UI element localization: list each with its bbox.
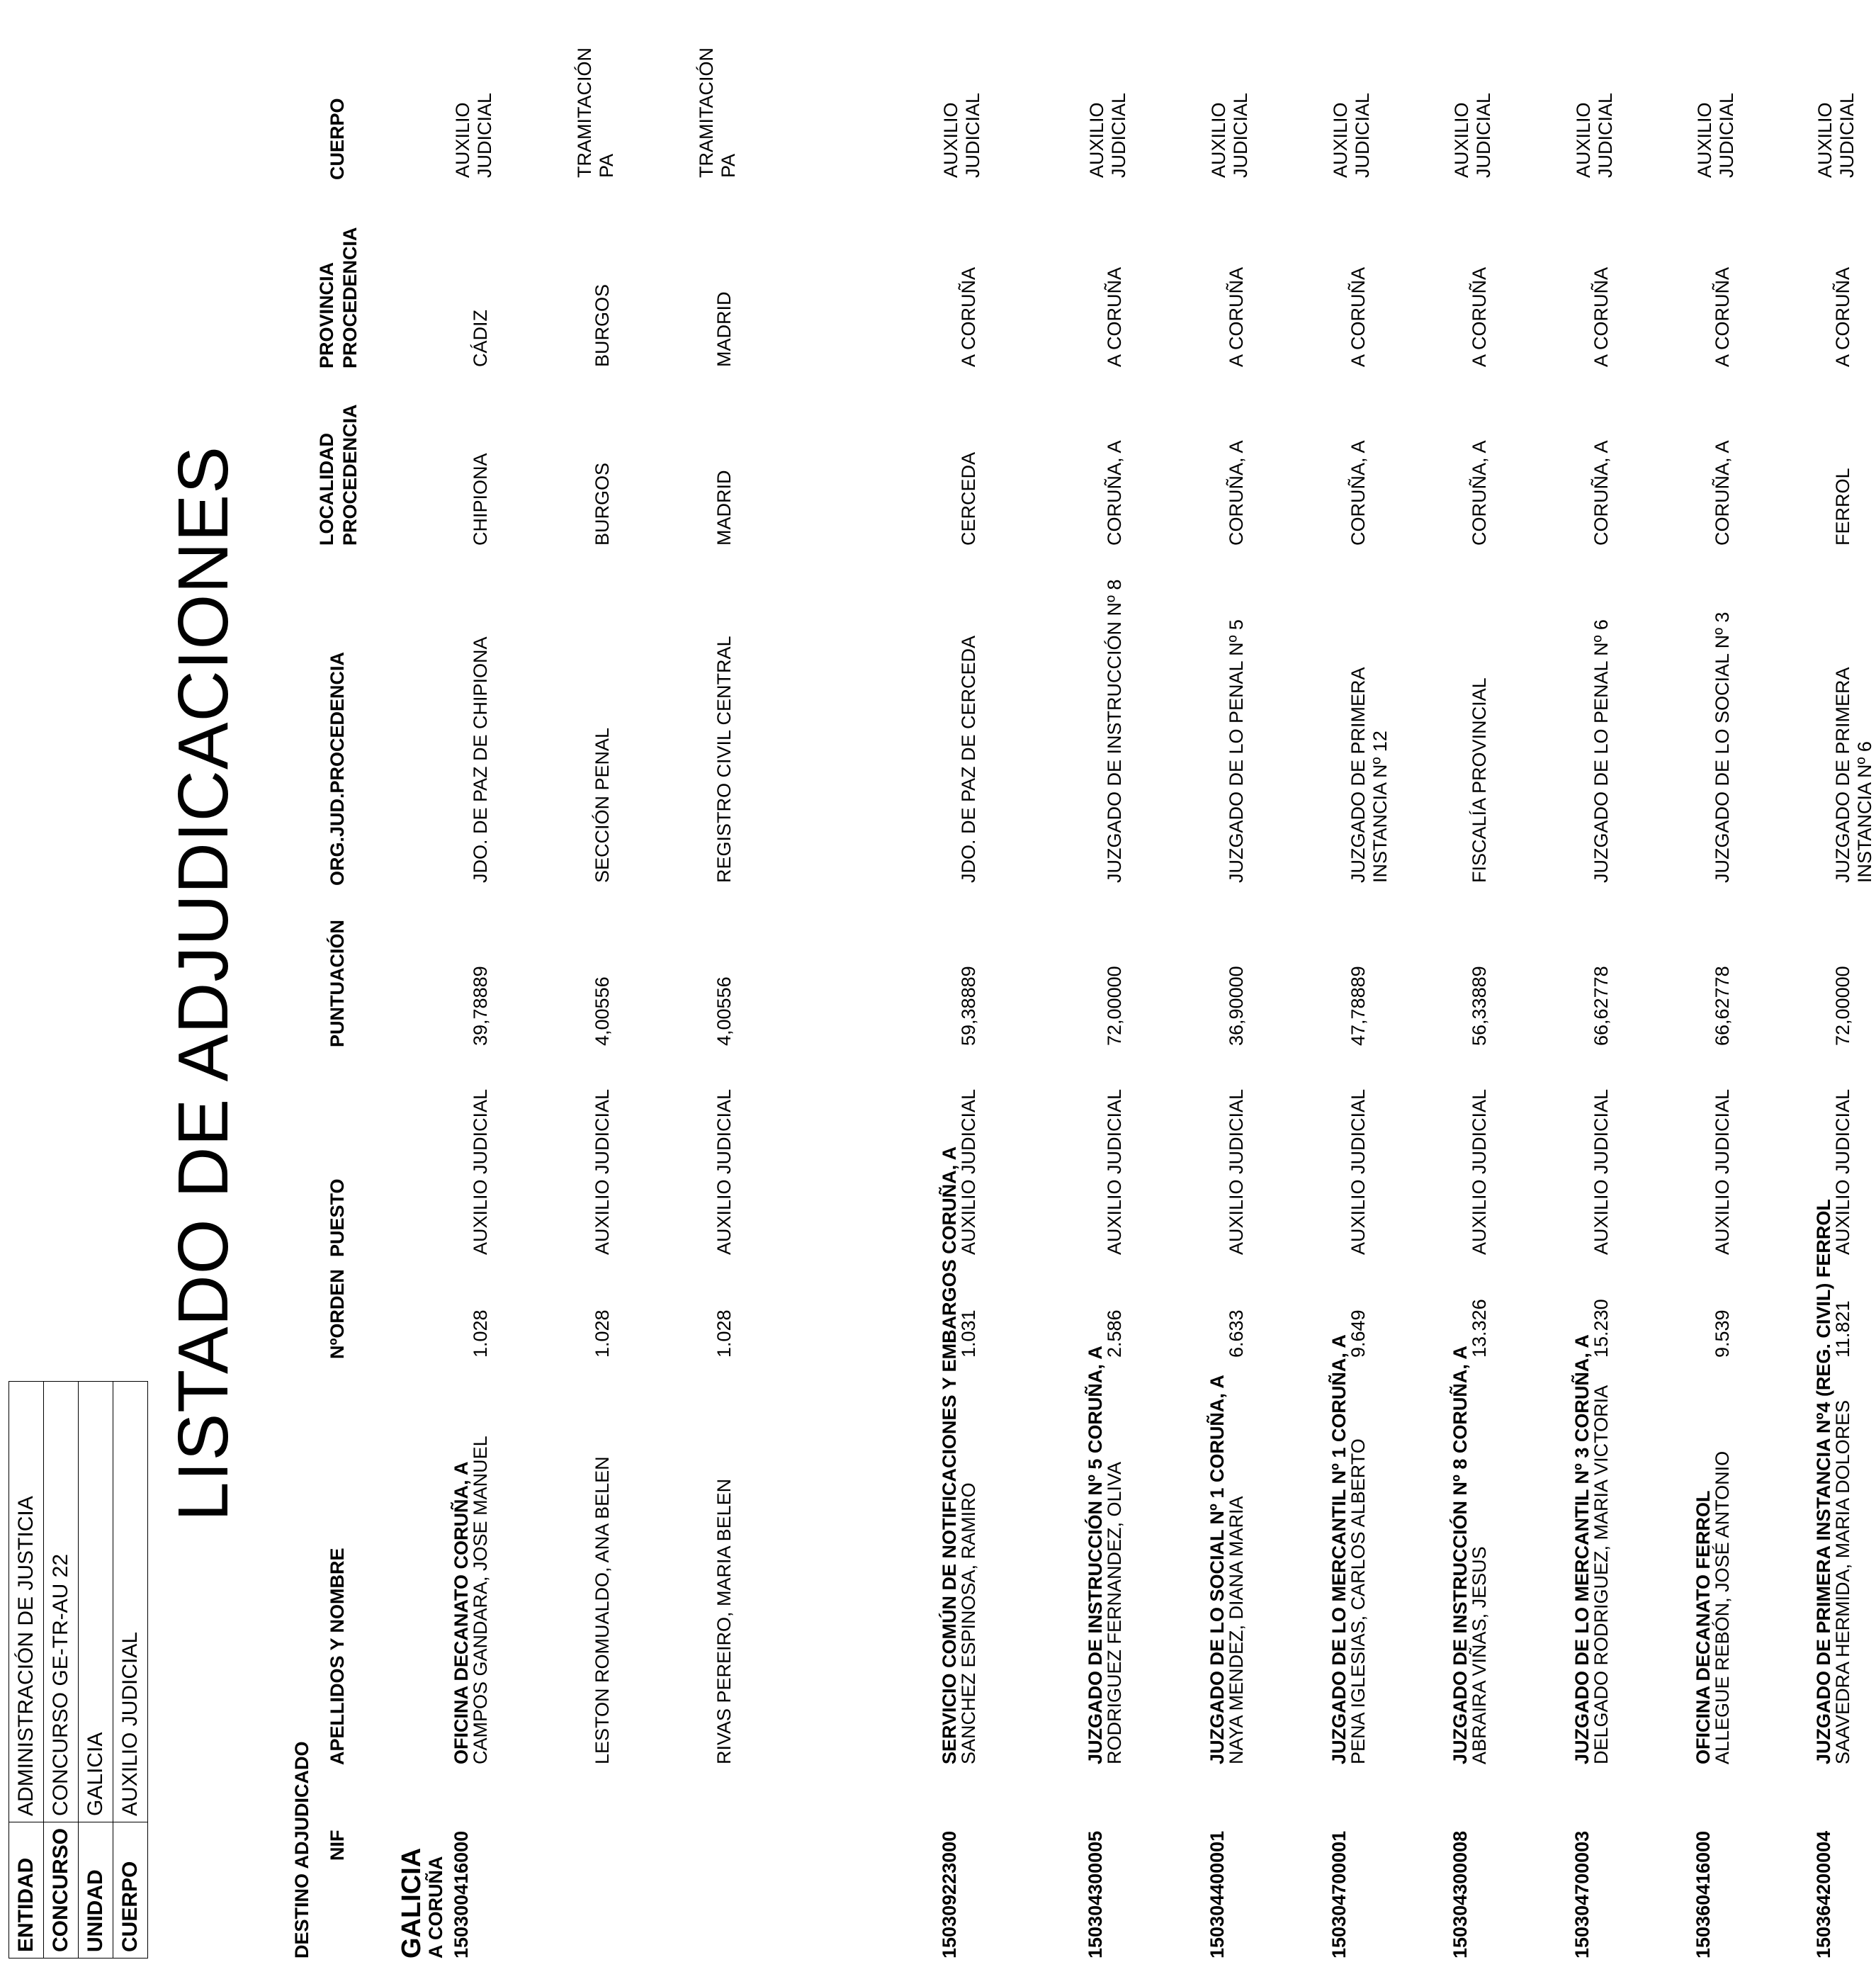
info-value: GALICIA xyxy=(79,1381,113,1822)
row-localidad: CORUÑA, A xyxy=(1347,440,1369,546)
info-key: UNIDAD xyxy=(79,1822,113,1958)
row-puesto: AUXILIO JUDICIAL xyxy=(713,1088,735,1255)
row-provincia: A CORUÑA xyxy=(1226,266,1247,367)
info-key: CONCURSO xyxy=(44,1822,79,1958)
row-orden: 6.633 xyxy=(1226,1309,1247,1358)
row-orden: 2.586 xyxy=(1104,1309,1125,1358)
row-orden: 1.028 xyxy=(470,1309,491,1358)
row-org: JDO. DE PAZ DE CHIPIONA xyxy=(470,636,491,883)
info-value: AUXILIO JUDICIAL xyxy=(113,1381,148,1822)
row-orden: 13.326 xyxy=(1469,1299,1490,1358)
row-name: PENA IGLESIAS, CARLOS ALBERTO xyxy=(1347,1438,1369,1764)
row-name: ABRAIRA VIÑAS, JESUS xyxy=(1469,1546,1490,1764)
row-provincia: A CORUÑA xyxy=(1832,266,1853,367)
row-puntuacion: 66,62778 xyxy=(1712,966,1733,1046)
row-puntuacion: 36,90000 xyxy=(1226,966,1247,1046)
row-localidad: CORUÑA, A xyxy=(1104,440,1125,546)
group-name: OFICINA DECANATO FERROL xyxy=(1693,1490,1714,1764)
header-destino: DESTINO ADJUDICADO xyxy=(291,1741,312,1958)
row-org: JUZGADO DE LO PENAL Nº 5 xyxy=(1226,619,1247,883)
row-puntuacion: 4,00556 xyxy=(592,976,613,1046)
group-code: 150309223000 xyxy=(939,1830,960,1958)
row-cuerpo: TRAMITACIÓN PA xyxy=(696,47,739,178)
header-nif: NIF xyxy=(327,1830,348,1861)
row-localidad: CERCEDA xyxy=(958,451,979,546)
row-cuerpo: TRAMITACIÓN PA xyxy=(574,47,617,178)
group-code: 150304300005 xyxy=(1085,1830,1106,1958)
row-org: FISCALÍA PROVINCIAL xyxy=(1469,677,1490,883)
group-code: 150360416000 xyxy=(1693,1830,1714,1958)
row-orden: 1.028 xyxy=(592,1309,613,1358)
row-puesto: AUXILIO JUDICIAL xyxy=(1226,1088,1247,1255)
group-name: JUZGADO DE LO MERCANTIL Nº 3 CORUÑA, A xyxy=(1571,1334,1593,1764)
row-orden: 1.031 xyxy=(958,1309,979,1358)
row-org: JUZGADO DE INSTRUCCIÓN Nº 8 xyxy=(1104,579,1125,883)
row-name: RIVAS PEREIRO, MARIA BELEN xyxy=(713,1478,735,1764)
info-value: CONCURSO GE-TR-AU 22 xyxy=(44,1381,79,1822)
row-name: RODRIGUEZ FERNANDEZ, OLIVA xyxy=(1104,1461,1125,1764)
row-name: SAAVEDRA HERMIDA, MARIA DOLORES xyxy=(1832,1399,1853,1764)
group-name: JUZGADO DE INSTRUCCIÓN Nº 8 CORUÑA, A xyxy=(1450,1346,1471,1764)
row-cuerpo: AUXILIO JUDICIAL xyxy=(1086,92,1129,178)
row-puntuacion: 72,00000 xyxy=(1104,966,1125,1046)
row-localidad: BURGOS xyxy=(592,462,613,546)
row-name: DELGADO RODRIGUEZ, MARIA VICTORIA xyxy=(1590,1385,1612,1764)
info-row xyxy=(44,1381,79,1958)
group-code: 150304700003 xyxy=(1571,1830,1593,1958)
info-key: CUERPO xyxy=(113,1822,148,1958)
row-orden: 11.821 xyxy=(1832,1300,1853,1358)
row-name: SANCHEZ ESPINOSA, RAMIRO xyxy=(958,1482,979,1764)
row-cuerpo: AUXILIO JUDICIAL xyxy=(1330,92,1373,178)
row-org: JUZGADO DE PRIMERA INSTANCIA Nº 12 xyxy=(1347,667,1391,883)
group-code: 150304300008 xyxy=(1450,1830,1471,1958)
row-provincia: CÁDIZ xyxy=(470,310,491,367)
row-puntuacion: 4,00556 xyxy=(713,976,735,1046)
row-org: JDO. DE PAZ DE CERCEDA xyxy=(958,635,979,883)
row-orden: 1.028 xyxy=(713,1309,735,1358)
group-code: 150300416000 xyxy=(451,1830,472,1958)
row-provincia: BURGOS xyxy=(592,283,613,367)
row-puesto: AUXILIO JUDICIAL xyxy=(1469,1088,1490,1255)
row-puesto: AUXILIO JUDICIAL xyxy=(470,1088,491,1255)
row-cuerpo: AUXILIO JUDICIAL xyxy=(1573,92,1616,178)
group-code: 150304700001 xyxy=(1328,1830,1350,1958)
header-localidad: LOCALIDAD PROCEDENCIA xyxy=(316,404,361,546)
row-puesto: AUXILIO JUDICIAL xyxy=(1590,1088,1612,1255)
group-name: JUZGADO DE PRIMERA INSTANCIA Nº4 (REG. CIVIL) FERROL xyxy=(1813,1199,1834,1764)
info-key: ENTIDAD xyxy=(9,1822,44,1958)
row-puesto: AUXILIO JUDICIAL xyxy=(1832,1088,1853,1255)
row-puesto: AUXILIO JUDICIAL xyxy=(1712,1088,1733,1255)
row-name: LESTON ROMUALDO, ANA BELEN xyxy=(592,1456,613,1764)
row-cuerpo: AUXILIO JUDICIAL xyxy=(1814,92,1858,178)
row-puntuacion: 39,78889 xyxy=(470,966,491,1046)
row-puesto: AUXILIO JUDICIAL xyxy=(592,1088,613,1255)
header-norden: NºORDEN xyxy=(327,1269,348,1359)
header-org: ORG.JUD.PROCEDENCIA xyxy=(327,651,348,886)
province-label: A CORUÑA xyxy=(425,1856,446,1958)
row-provincia: A CORUÑA xyxy=(1590,266,1612,367)
header-provincia: PROVINCIA PROCEDENCIA xyxy=(316,227,361,368)
info-row xyxy=(9,1381,44,1958)
group-name: OFICINA DECANATO CORUÑA, A xyxy=(451,1461,472,1764)
info-row xyxy=(113,1381,148,1958)
info-value: ADMINISTRACIÓN DE JUSTICIA xyxy=(9,1381,44,1822)
header-puesto: PUESTO xyxy=(327,1178,348,1257)
row-cuerpo: AUXILIO JUDICIAL xyxy=(940,92,983,178)
row-puntuacion: 72,00000 xyxy=(1832,966,1853,1046)
row-orden: 9.539 xyxy=(1712,1309,1733,1358)
group-name: JUZGADO DE INSTRUCCIÓN Nº 5 CORUÑA, A xyxy=(1085,1346,1106,1764)
group-name: JUZGADO DE LO MERCANTIL Nº 1 CORUÑA, A xyxy=(1328,1334,1350,1764)
row-provincia: A CORUÑA xyxy=(958,266,979,367)
row-localidad: CORUÑA, A xyxy=(1226,440,1247,546)
row-name: CAMPOS GANDARA, JOSE MANUEL xyxy=(470,1436,491,1764)
row-provincia: A CORUÑA xyxy=(1104,266,1125,367)
row-localidad: CHIPIONA xyxy=(470,453,491,546)
row-puntuacion: 47,78889 xyxy=(1347,966,1369,1046)
row-cuerpo: AUXILIO JUDICIAL xyxy=(1451,92,1494,178)
row-localidad: FERROL xyxy=(1832,468,1853,546)
group-code: 150304400001 xyxy=(1207,1830,1228,1958)
row-puntuacion: 66,62778 xyxy=(1590,966,1612,1046)
info-box xyxy=(9,1381,148,1958)
row-cuerpo: AUXILIO JUDICIAL xyxy=(452,92,495,178)
row-provincia: A CORUÑA xyxy=(1469,266,1490,367)
group-name: SERVICIO COMÚN DE NOTIFICACIONES Y EMBARGOS CORUÑA, A xyxy=(939,1146,960,1764)
row-puntuacion: 59,38889 xyxy=(958,966,979,1046)
row-localidad: CORUÑA, A xyxy=(1712,440,1733,546)
row-provincia: A CORUÑA xyxy=(1347,266,1369,367)
header-puntuacion: PUNTUACIÓN xyxy=(327,920,348,1047)
row-provincia: MADRID xyxy=(713,291,735,367)
row-org: JUZGADO DE PRIMERA INSTANCIA Nº 6 xyxy=(1832,667,1875,883)
row-provincia: A CORUÑA xyxy=(1712,266,1733,367)
row-org: SECCIÓN PENAL xyxy=(592,727,613,883)
row-puesto: AUXILIO JUDICIAL xyxy=(1347,1088,1369,1255)
row-localidad: MADRID xyxy=(713,470,735,546)
row-localidad: CORUÑA, A xyxy=(1469,440,1490,546)
group-code: 150364200004 xyxy=(1813,1830,1834,1958)
row-org: REGISTRO CIVIL CENTRAL xyxy=(713,636,735,883)
row-org: JUZGADO DE LO SOCIAL Nº 3 xyxy=(1712,611,1733,883)
row-puesto: AUXILIO JUDICIAL xyxy=(958,1088,979,1255)
row-puntuacion: 56,33889 xyxy=(1469,966,1490,1046)
row-puesto: AUXILIO JUDICIAL xyxy=(1104,1088,1125,1255)
info-row xyxy=(79,1381,113,1958)
row-cuerpo: AUXILIO JUDICIAL xyxy=(1694,92,1737,178)
region-label: GALICIA xyxy=(397,1847,426,1958)
row-cuerpo: AUXILIO JUDICIAL xyxy=(1208,92,1251,178)
row-localidad: CORUÑA, A xyxy=(1590,440,1612,546)
header-cuerpo: CUERPO xyxy=(327,98,348,180)
page-title: LISTADO DE ADJUDICACIONES xyxy=(164,446,243,1521)
group-name: JUZGADO DE LO SOCIAL Nº 1 CORUÑA, A xyxy=(1207,1375,1228,1764)
header-apellidos: APELLIDOS Y NOMBRE xyxy=(327,1548,348,1765)
row-name: NAYA MENDEZ, DIANA MARIA xyxy=(1226,1496,1247,1764)
row-name: ALLEGUE REBÓN, JOSÉ ANTONIO xyxy=(1712,1450,1733,1764)
row-orden: 9.649 xyxy=(1347,1309,1369,1358)
row-org: JUZGADO DE LO PENAL Nº 6 xyxy=(1590,619,1612,883)
row-orden: 15.230 xyxy=(1590,1299,1612,1358)
